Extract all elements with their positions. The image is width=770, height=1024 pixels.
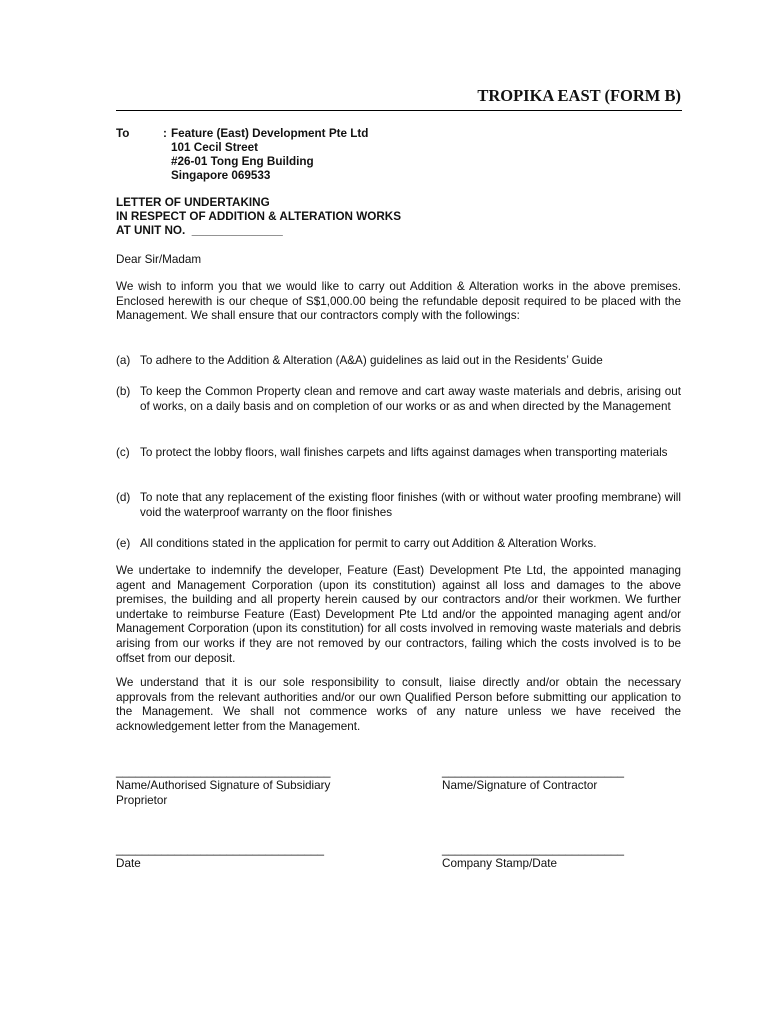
list-item-text: To note that any replacement of the existing floor finishes (with or without water proofing membrane) will void the waterproof warranty on the floor finishes — [140, 491, 681, 519]
recipient-address-line-3: Singapore 069533 — [171, 169, 271, 182]
list-item-label: (e) — [116, 537, 131, 550]
list-item-text: To keep the Common Property clean and remove and cart away waste materials and debris, arising out of works, on a daily basis and on completion of our works or as and when directed by the Management — [140, 385, 681, 413]
contractor-signature-label: Name/Signature of Contractor — [442, 779, 598, 792]
salutation: Dear Sir/Madam — [116, 253, 202, 266]
to-label: To — [116, 127, 130, 140]
recipient-address-line-1: 101 Cecil Street — [171, 141, 259, 154]
title-rule — [116, 110, 682, 111]
company-stamp-line: ____________________________ — [442, 843, 625, 856]
proprietor-signature-label: Name/Authorised Signature of Subsidiary — [116, 779, 331, 792]
list-item-text: To protect the lobby floors, wall finishes carpets and lifts against damages when transporting materials — [140, 446, 668, 459]
list-item-text: All conditions stated in the application for permit to carry out Addition & Alteration Works. — [140, 537, 597, 550]
recipient-name: Feature (East) Development Pte Ltd — [171, 127, 369, 140]
date-line: ________________________________ — [116, 843, 325, 856]
contractor-signature-line: ____________________________ — [442, 765, 625, 778]
proprietor-signature-label-cont: Proprietor — [116, 794, 168, 807]
list-item-text: To adhere to the Addition & Alteration (A&A) guidelines as laid out in the Residents’ Guide — [140, 354, 603, 367]
company-stamp-label: Company Stamp/Date — [442, 857, 557, 870]
responsibility-paragraph: We understand that it is our sole responsibility to consult, liaise directly and/or obtain the necessary approvals from the relevant authorities and/or our own Qualified Person before submitting our application to the Management. We shall not commence works of any nature unless we have received the acknowledgement letter from the Management. — [116, 676, 681, 733]
to-colon: : — [163, 127, 167, 140]
intro-paragraph: We wish to inform you that we would like to carry out Addition & Alteration works in the above premises. Enclosed herewith is our cheque of S$1,000.00 being the refundable deposit required to be placed with the Management. We shall ensure that our contractors comply with the followings: — [116, 280, 681, 323]
list-item-label: (a) — [116, 354, 131, 367]
indemnity-paragraph: We undertake to indemnify the developer, Feature (East) Development Pte Ltd, the appointed managing agent and Management Corporation (upon its constitution) against all loss and damages to the above premises, the building and all property herein caused by our contractors and/or their workmen. We further undertake to reimburse Feature (East) Development Pte Ltd and/or the appointed managing agent and/or Management Corporation (upon its constitution) for all costs involved in removing waste materials and debris arising from our works if they are not removed by our contractors, failing which the costs involved is to be offset from our deposit. — [116, 564, 681, 665]
list-item-label: (c) — [116, 446, 130, 459]
recipient-address-line-2: #26-01 Tong Eng Building — [171, 155, 314, 168]
date-label: Date — [116, 857, 141, 870]
list-item-label: (b) — [116, 385, 131, 398]
form-title: TROPIKA EAST (FORM B) — [477, 86, 681, 105]
list-item-label: (d) — [116, 491, 131, 504]
proprietor-signature-line: _________________________________ — [116, 765, 331, 778]
subject-line-2: IN RESPECT OF ADDITION & ALTERATION WORKS — [116, 210, 402, 223]
subject-unit-number: AT UNIT NO. ______________ — [116, 224, 283, 237]
subject-line-1: LETTER OF UNDERTAKING — [116, 196, 270, 209]
